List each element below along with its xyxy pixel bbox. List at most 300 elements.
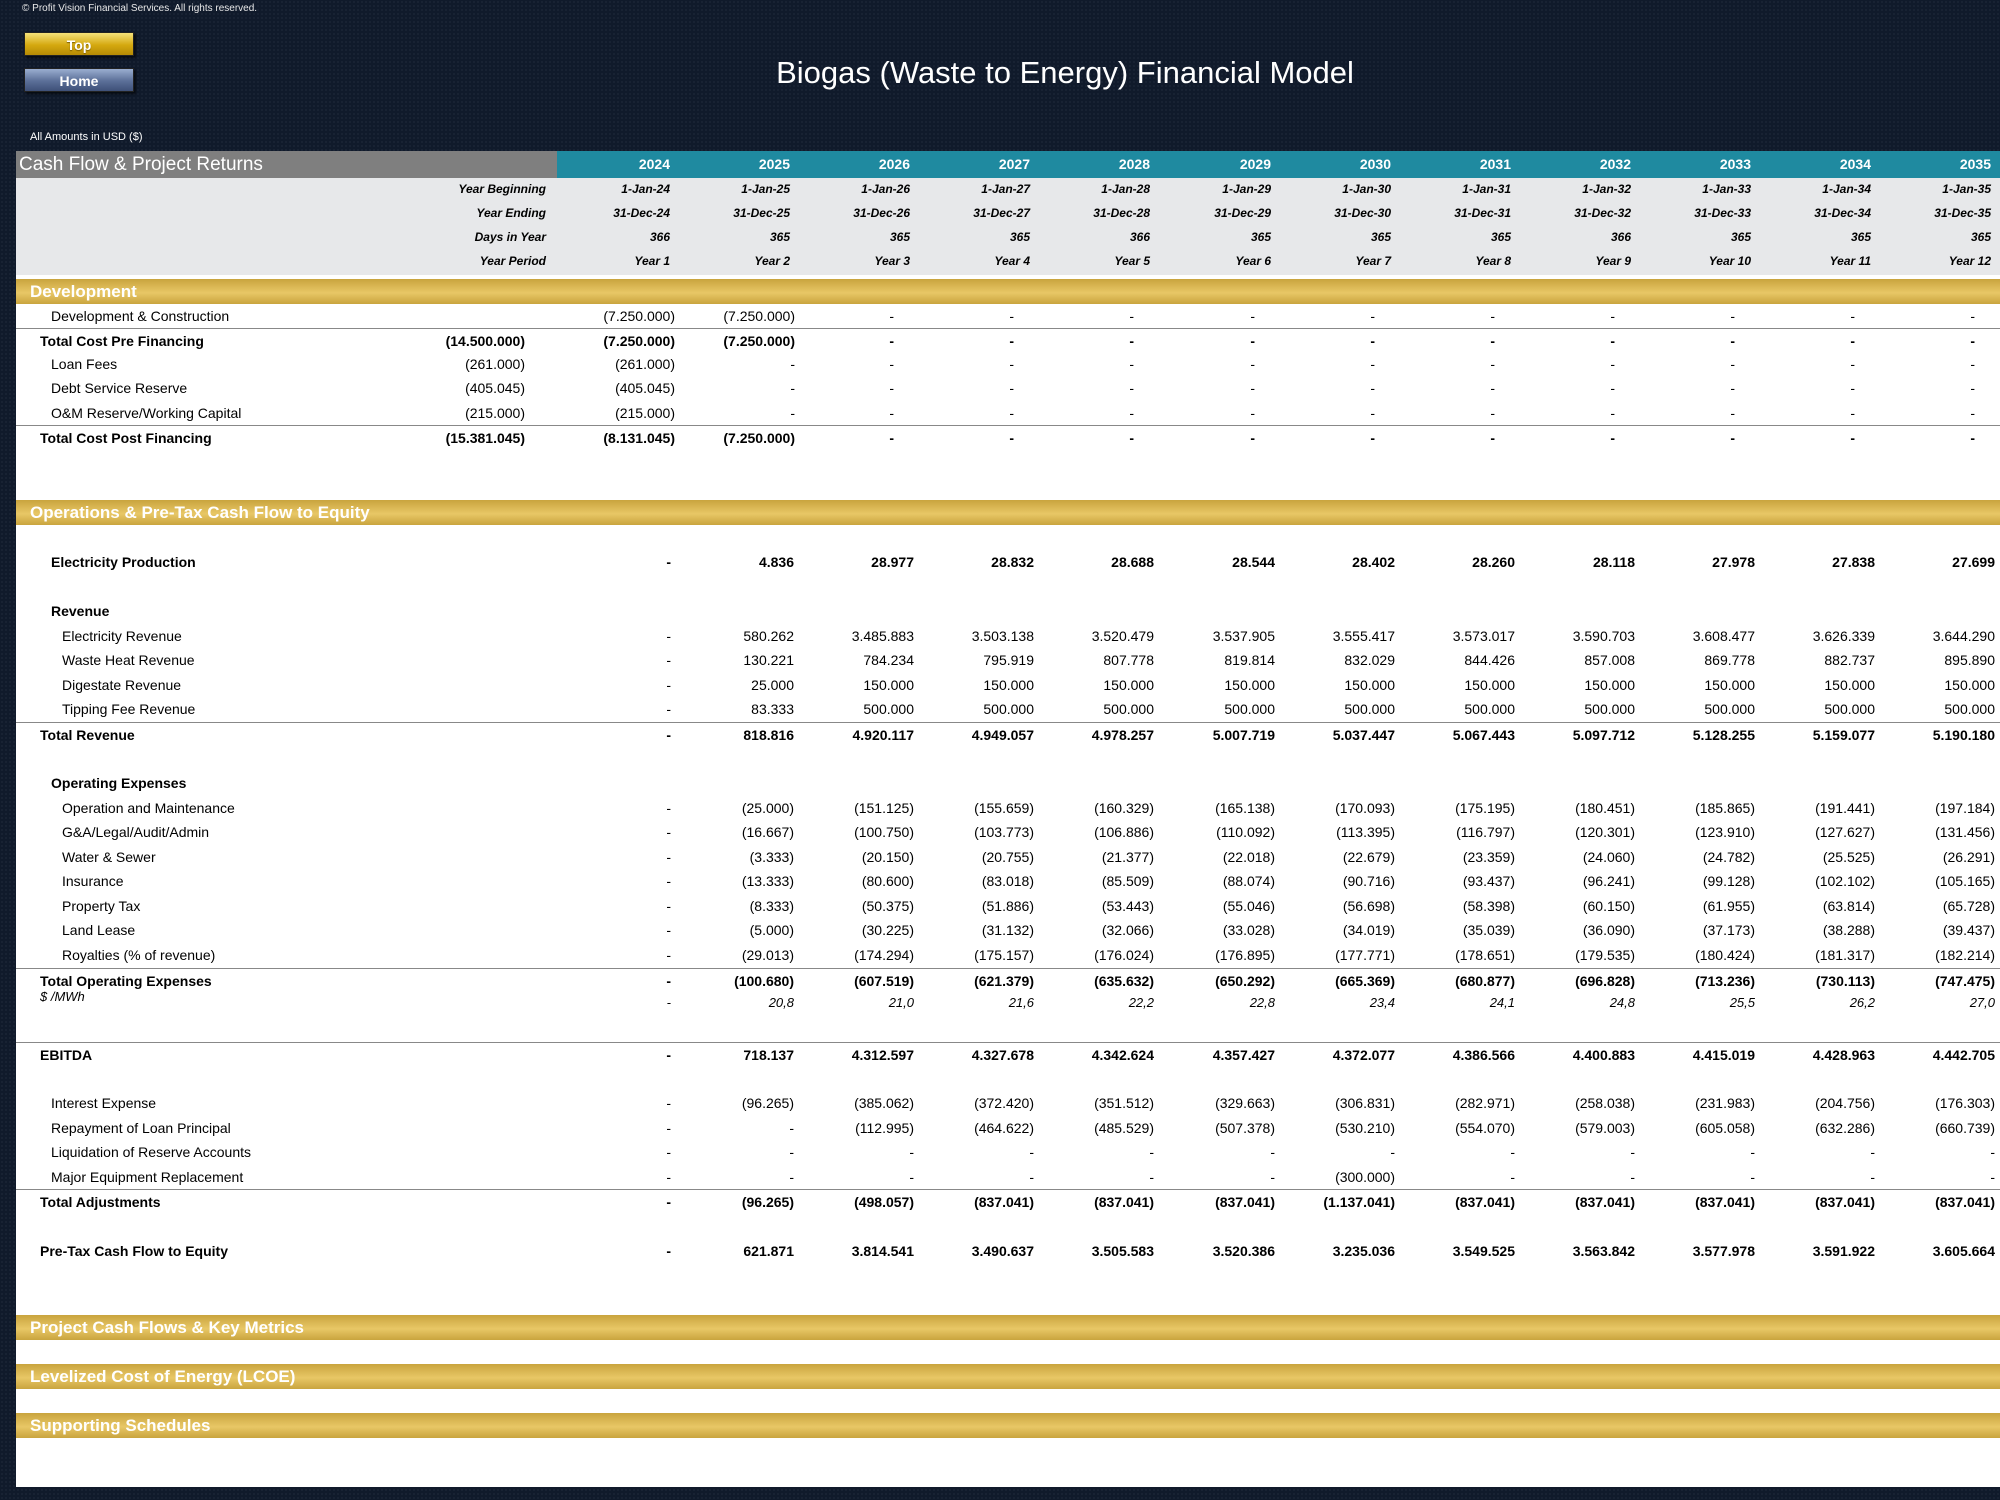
value-cell: 3.555.417 (1332, 628, 1395, 644)
value-cell: (258.038) (1575, 1095, 1635, 1111)
value-cell: - (1510, 1169, 1515, 1185)
value-cell: - (789, 1144, 794, 1160)
operations-row (16, 1239, 2000, 1263)
row-label: Total Adjustments (40, 1194, 161, 1210)
value-cell: (176.303) (1935, 1095, 1995, 1111)
value-cell: - (1370, 308, 1375, 324)
value-cell: (20.150) (861, 849, 914, 865)
value-cell: - (1730, 430, 1735, 446)
value-cell: (182.214) (1935, 947, 1995, 963)
operations-row (16, 918, 2000, 942)
value-cell: 3.591.922 (1812, 1243, 1875, 1259)
value-cell: (179.535) (1575, 947, 1635, 963)
value-cell: (53.443) (1101, 898, 1154, 914)
value-cell: 819.814 (1224, 652, 1275, 668)
value-cell: (56.698) (1342, 898, 1395, 914)
value-cell: - (1970, 333, 1975, 349)
date-cell: 1-Jan-28 (1101, 182, 1150, 196)
value-cell: - (789, 1120, 794, 1136)
value-cell: - (790, 405, 795, 421)
date-cell: Year 9 (1595, 254, 1631, 268)
value-cell: - (666, 1243, 671, 1259)
value-cell: - (1750, 1169, 1755, 1185)
value-cell: (261.000) (615, 356, 675, 372)
value-cell: - (1850, 430, 1855, 446)
value-cell: 22,8 (1249, 995, 1275, 1010)
value-cell: - (1129, 308, 1134, 324)
spreadsheet-area (16, 151, 2000, 1487)
operations-row (16, 1140, 2000, 1164)
value-cell: - (889, 380, 894, 396)
value-cell: (177.771) (1335, 947, 1395, 963)
section-project-cash-flows (16, 1315, 2000, 1340)
top-button[interactable]: Top (24, 32, 134, 56)
value-cell: (680.877) (1455, 973, 1515, 989)
value-cell: (93.437) (1462, 873, 1515, 889)
value-cell: - (889, 405, 894, 421)
value-cell: - (1630, 1144, 1635, 1160)
value-cell: (464.622) (974, 1120, 1034, 1136)
date-cell: 1-Jan-31 (1462, 182, 1511, 196)
value-cell: - (1850, 333, 1855, 349)
value-cell: - (666, 947, 671, 963)
value-cell: - (666, 652, 671, 668)
value-cell: 4.400.883 (1572, 1047, 1635, 1063)
date-cell: 365 (769, 230, 790, 244)
value-cell: 5.037.447 (1332, 727, 1395, 743)
value-cell: (607.519) (854, 973, 914, 989)
value-cell: 832.029 (1344, 652, 1395, 668)
value-cell: 150.000 (1224, 677, 1275, 693)
value-cell: 3.605.664 (1932, 1243, 1995, 1259)
value-cell: - (1029, 1169, 1034, 1185)
value-cell: (25.000) (741, 800, 794, 816)
value-cell: - (1009, 405, 1014, 421)
row-label: Royalties (% of revenue) (62, 947, 216, 963)
value-cell: 4.386.566 (1452, 1047, 1515, 1063)
value-cell: 3.549.525 (1452, 1243, 1515, 1259)
value-cell: (39.437) (1942, 922, 1995, 938)
row-label: Electricity Revenue (62, 628, 182, 644)
row-label: Total Cost Post Financing (40, 430, 212, 446)
value-cell: 130.221 (743, 652, 794, 668)
value-cell: - (1490, 430, 1495, 446)
value-cell: - (1970, 356, 1975, 372)
value-cell: 500.000 (1464, 701, 1515, 717)
value-cell: (37.173) (1702, 922, 1755, 938)
value-cell: (25.525) (1822, 849, 1875, 865)
value-cell: - (666, 554, 671, 570)
value-cell: (123.910) (1695, 824, 1755, 840)
value-cell: - (1730, 405, 1735, 421)
value-cell: 500.000 (1944, 701, 1995, 717)
value-cell: - (1990, 1169, 1995, 1185)
value-cell: (16.667) (741, 824, 794, 840)
value-cell: (351.512) (1094, 1095, 1154, 1111)
date-cell: 366 (1610, 230, 1631, 244)
value-cell: (160.329) (1094, 800, 1154, 816)
value-cell: - (1009, 430, 1014, 446)
value-cell: 3.644.290 (1932, 628, 1995, 644)
value-cell: - (1490, 405, 1495, 421)
value-cell: - (1730, 356, 1735, 372)
value-cell: 4.357.427 (1212, 1047, 1275, 1063)
value-cell: - (1750, 1144, 1755, 1160)
date-row (16, 254, 2000, 278)
date-cell: 31-Dec-31 (1454, 206, 1511, 220)
value-cell: 895.890 (1944, 652, 1995, 668)
value-cell: (300.000) (1335, 1169, 1395, 1185)
value-cell: - (666, 1194, 671, 1210)
value-cell: 580.262 (743, 628, 794, 644)
value-cell: (204.756) (1815, 1095, 1875, 1111)
value-cell: 150.000 (1824, 677, 1875, 693)
value-cell: 4.415.019 (1692, 1047, 1755, 1063)
value-cell: (5.000) (749, 922, 794, 938)
value-cell: - (889, 333, 894, 349)
value-cell: (837.041) (1935, 1194, 1995, 1210)
value-cell: (131.456) (1935, 824, 1995, 840)
value-cell: (837.041) (1695, 1194, 1755, 1210)
value-cell: 784.234 (863, 652, 914, 668)
value-cell: 869.778 (1704, 652, 1755, 668)
home-button[interactable]: Home (24, 68, 134, 92)
year-header: 2034 (1839, 156, 1871, 172)
value-cell: (231.983) (1695, 1095, 1755, 1111)
value-cell: - (1129, 405, 1134, 421)
value-cell: - (666, 1120, 671, 1136)
operations-row (16, 1116, 2000, 1140)
date-cell: 31-Dec-26 (853, 206, 910, 220)
value-cell: (63.814) (1822, 898, 1875, 914)
value-cell: - (1029, 1144, 1034, 1160)
value-cell: - (1870, 1144, 1875, 1160)
value-cell: - (1730, 308, 1735, 324)
value-cell: - (1850, 356, 1855, 372)
value-cell: 150.000 (1704, 677, 1755, 693)
value-cell: 500.000 (1103, 701, 1154, 717)
value-cell: (24.782) (1702, 849, 1755, 865)
value-cell: - (1370, 405, 1375, 421)
date-cell: 365 (889, 230, 910, 244)
value-cell: (605.058) (1695, 1120, 1755, 1136)
value-cell: (32.066) (1101, 922, 1154, 938)
value-cell: - (1250, 430, 1255, 446)
value-cell: 28.977 (871, 554, 914, 570)
value-cell: 3.573.017 (1452, 628, 1515, 644)
operations-row (16, 894, 2000, 918)
value-cell: - (1250, 333, 1255, 349)
operations-row (16, 968, 2000, 993)
date-cell: 31-Dec-35 (1934, 206, 1991, 220)
value-cell: (50.375) (861, 898, 914, 914)
value-cell: 28.688 (1111, 554, 1154, 570)
row-label: G&A/Legal/Audit/Admin (62, 824, 210, 840)
value-cell: - (666, 800, 671, 816)
value-cell: - (1250, 405, 1255, 421)
value-cell: - (1390, 1144, 1395, 1160)
value-cell: 3.590.703 (1572, 628, 1635, 644)
section-development (16, 279, 2000, 304)
value-cell: (180.451) (1575, 800, 1635, 816)
value-cell: - (1250, 308, 1255, 324)
value-cell: (58.398) (1462, 898, 1515, 914)
value-cell: (113.395) (1336, 824, 1395, 840)
value-cell: - (1270, 1169, 1275, 1185)
value-cell: 150.000 (1944, 677, 1995, 693)
value-cell: (372.420) (974, 1095, 1034, 1111)
date-cell: 1-Jan-29 (1222, 182, 1271, 196)
date-cell: 366 (649, 230, 670, 244)
section-supporting-schedules (16, 1413, 2000, 1438)
value-cell: - (1990, 1144, 1995, 1160)
total-cell: (15.381.045) (445, 430, 525, 446)
section-supporting-schedules-label: Supporting Schedules (30, 1416, 211, 1435)
year-header: 2026 (878, 156, 910, 172)
value-cell: (485.529) (1094, 1120, 1154, 1136)
units-note: All Amounts in USD ($) (30, 131, 143, 143)
date-row-label: Days in Year (474, 230, 546, 244)
date-cell: 31-Dec-32 (1574, 206, 1631, 220)
value-cell: 5.159.077 (1812, 727, 1875, 743)
value-cell: (110.092) (1216, 824, 1275, 840)
year-header-row (16, 151, 2000, 178)
value-cell: 3.505.583 (1091, 1243, 1154, 1259)
value-cell: - (666, 727, 671, 743)
value-cell: (3.333) (749, 849, 794, 865)
value-cell: (65.728) (1942, 898, 1995, 914)
copyright-notice: © Profit Vision Financial Services. All rights reserved. (22, 3, 258, 14)
value-cell: - (1850, 380, 1855, 396)
value-cell: 3.235.036 (1332, 1243, 1395, 1259)
value-cell: (100.750) (854, 824, 914, 840)
date-cell: 31-Dec-33 (1694, 206, 1751, 220)
value-cell: (713.236) (1695, 973, 1755, 989)
value-cell: (7.250.000) (603, 333, 675, 349)
row-label: $ /MWh (40, 989, 85, 1004)
value-cell: (127.627) (1815, 824, 1875, 840)
value-cell: - (1149, 1169, 1154, 1185)
value-cell: 4.978.257 (1091, 727, 1154, 743)
value-cell: (13.333) (741, 873, 794, 889)
value-cell: - (1490, 333, 1495, 349)
value-cell: 3.537.905 (1212, 628, 1275, 644)
value-cell: 5.067.443 (1452, 727, 1515, 743)
row-label: Total Cost Pre Financing (40, 333, 204, 349)
value-cell: (579.003) (1575, 1120, 1635, 1136)
value-cell: (837.041) (1455, 1194, 1515, 1210)
year-header: 2032 (1599, 156, 1631, 172)
value-cell: 5.128.255 (1692, 727, 1755, 743)
value-cell: (80.600) (861, 873, 914, 889)
value-cell: 807.778 (1103, 652, 1154, 668)
value-cell: 500.000 (1584, 701, 1635, 717)
value-cell: (498.057) (854, 1194, 914, 1210)
value-cell: - (1490, 308, 1495, 324)
value-cell: 4.342.624 (1091, 1047, 1154, 1063)
date-row (16, 206, 2000, 230)
value-cell: (96.265) (741, 1194, 794, 1210)
value-cell: (85.509) (1101, 873, 1154, 889)
operations-row (16, 599, 2000, 623)
value-cell: (306.831) (1335, 1095, 1395, 1111)
year-header: 2033 (1719, 156, 1751, 172)
value-cell: 21,0 (888, 995, 914, 1010)
value-cell: (178.651) (1455, 947, 1515, 963)
section-operations-label: Operations & Pre-Tax Cash Flow to Equity (30, 503, 370, 522)
value-cell: 4.949.057 (971, 727, 1034, 743)
date-cell: 1-Jan-26 (861, 182, 910, 196)
value-cell: (60.150) (1582, 898, 1635, 914)
value-cell: (38.288) (1822, 922, 1875, 938)
operations-row (16, 550, 2000, 574)
value-cell: 3.577.978 (1692, 1243, 1755, 1259)
date-cell: 365 (1370, 230, 1391, 244)
value-cell: (120.301) (1575, 824, 1635, 840)
row-label: Insurance (62, 873, 124, 889)
year-header: 2029 (1239, 156, 1271, 172)
value-cell: (329.663) (1215, 1095, 1275, 1111)
value-cell: - (1009, 380, 1014, 396)
value-cell: (7.250.000) (603, 308, 675, 324)
value-cell: - (666, 1169, 671, 1185)
year-header: 2031 (1479, 156, 1511, 172)
total-cell: (405.045) (465, 380, 525, 396)
date-cell: 365 (1250, 230, 1271, 244)
row-label: Waste Heat Revenue (62, 652, 195, 668)
value-cell: - (1870, 1169, 1875, 1185)
value-cell: - (1270, 1144, 1275, 1160)
value-cell: - (789, 1169, 794, 1185)
row-label: Digestate Revenue (62, 677, 182, 693)
value-cell: (30.225) (861, 922, 914, 938)
value-cell: - (666, 628, 671, 644)
date-cell: 31-Dec-24 (613, 206, 670, 220)
operations-row (16, 771, 2000, 795)
value-cell: 28.832 (991, 554, 1034, 570)
total-cell: (261.000) (465, 356, 525, 372)
value-cell: (34.019) (1342, 922, 1395, 938)
value-cell: (35.039) (1462, 922, 1515, 938)
operations-row (16, 722, 2000, 747)
value-cell: 857.008 (1584, 652, 1635, 668)
year-header: 2028 (1118, 156, 1150, 172)
operations-row (16, 697, 2000, 721)
value-cell: (530.210) (1335, 1120, 1395, 1136)
value-cell: 882.737 (1824, 652, 1875, 668)
value-cell: (29.013) (741, 947, 794, 963)
value-cell: - (1730, 380, 1735, 396)
date-cell: Year 3 (874, 254, 910, 268)
value-cell: 3.490.637 (971, 1243, 1034, 1259)
value-cell: - (1129, 430, 1134, 446)
value-cell: (385.062) (854, 1095, 914, 1111)
date-cell: 1-Jan-34 (1822, 182, 1871, 196)
sheet-title: Cash Flow & Project Returns (16, 151, 557, 178)
value-cell: (155.659) (974, 800, 1034, 816)
value-cell: (103.773) (974, 824, 1034, 840)
value-cell: (730.113) (1815, 973, 1875, 989)
value-cell: 27.838 (1832, 554, 1875, 570)
value-cell: (554.070) (1455, 1120, 1515, 1136)
value-cell: 4.920.117 (852, 727, 914, 743)
operations-row (16, 673, 2000, 697)
value-cell: 500.000 (863, 701, 914, 717)
date-row (16, 230, 2000, 254)
value-cell: 28.118 (1592, 554, 1635, 570)
value-cell: 28.544 (1232, 554, 1275, 570)
date-cell: Year 2 (754, 254, 790, 268)
value-cell: 5.007.719 (1212, 727, 1275, 743)
value-cell: (176.024) (1094, 947, 1154, 963)
date-cell: Year 5 (1114, 254, 1150, 268)
value-cell: (31.132) (981, 922, 1034, 938)
row-label: Operation and Maintenance (62, 800, 235, 816)
value-cell: 26,2 (1849, 995, 1875, 1010)
value-cell: 500.000 (1824, 701, 1875, 717)
date-cell: 365 (1970, 230, 1991, 244)
date-cell: 366 (1129, 230, 1150, 244)
value-cell: 20,8 (768, 995, 794, 1010)
year-header: 2024 (638, 156, 670, 172)
value-cell: (650.292) (1215, 973, 1275, 989)
value-cell: (665.369) (1335, 973, 1395, 989)
value-cell: (696.828) (1575, 973, 1635, 989)
value-cell: - (1730, 333, 1735, 349)
value-cell: - (666, 1095, 671, 1111)
value-cell: (181.317) (1815, 947, 1875, 963)
value-cell: (837.041) (1215, 1194, 1275, 1210)
date-cell: 31-Dec-25 (733, 206, 790, 220)
value-cell: - (1370, 356, 1375, 372)
value-cell: - (1129, 380, 1134, 396)
value-cell: 150.000 (863, 677, 914, 693)
value-cell: 3.485.883 (851, 628, 914, 644)
row-label: Revenue (51, 603, 110, 619)
value-cell: (102.102) (1815, 873, 1875, 889)
value-cell: 3.626.339 (1812, 628, 1875, 644)
value-cell: 83.333 (751, 701, 794, 717)
operations-row (16, 648, 2000, 672)
value-cell: (747.475) (1935, 973, 1995, 989)
value-cell: (33.028) (1222, 922, 1275, 938)
row-label: Liquidation of Reserve Accounts (51, 1144, 252, 1160)
value-cell: 5.097.712 (1572, 727, 1635, 743)
value-cell: 500.000 (1224, 701, 1275, 717)
value-cell: - (666, 1047, 671, 1063)
value-cell: (176.895) (1215, 947, 1275, 963)
year-header: 2030 (1359, 156, 1391, 172)
development-row (16, 304, 2000, 328)
value-cell: (61.955) (1702, 898, 1755, 914)
value-cell: 150.000 (983, 677, 1034, 693)
date-cell: 1-Jan-35 (1942, 182, 1991, 196)
value-cell: (837.041) (1815, 1194, 1875, 1210)
value-cell: (621.379) (974, 973, 1034, 989)
value-cell: - (889, 308, 894, 324)
value-cell: - (1970, 430, 1975, 446)
value-cell: (90.716) (1342, 873, 1395, 889)
date-cell: Year 6 (1235, 254, 1271, 268)
value-cell: (100.680) (734, 973, 794, 989)
row-label: Interest Expense (51, 1095, 157, 1111)
value-cell: - (1610, 430, 1615, 446)
value-cell: (837.041) (1094, 1194, 1154, 1210)
value-cell: - (1490, 380, 1495, 396)
value-cell: (180.424) (1695, 947, 1755, 963)
value-cell: - (1009, 356, 1014, 372)
total-cell: (215.000) (465, 405, 525, 421)
